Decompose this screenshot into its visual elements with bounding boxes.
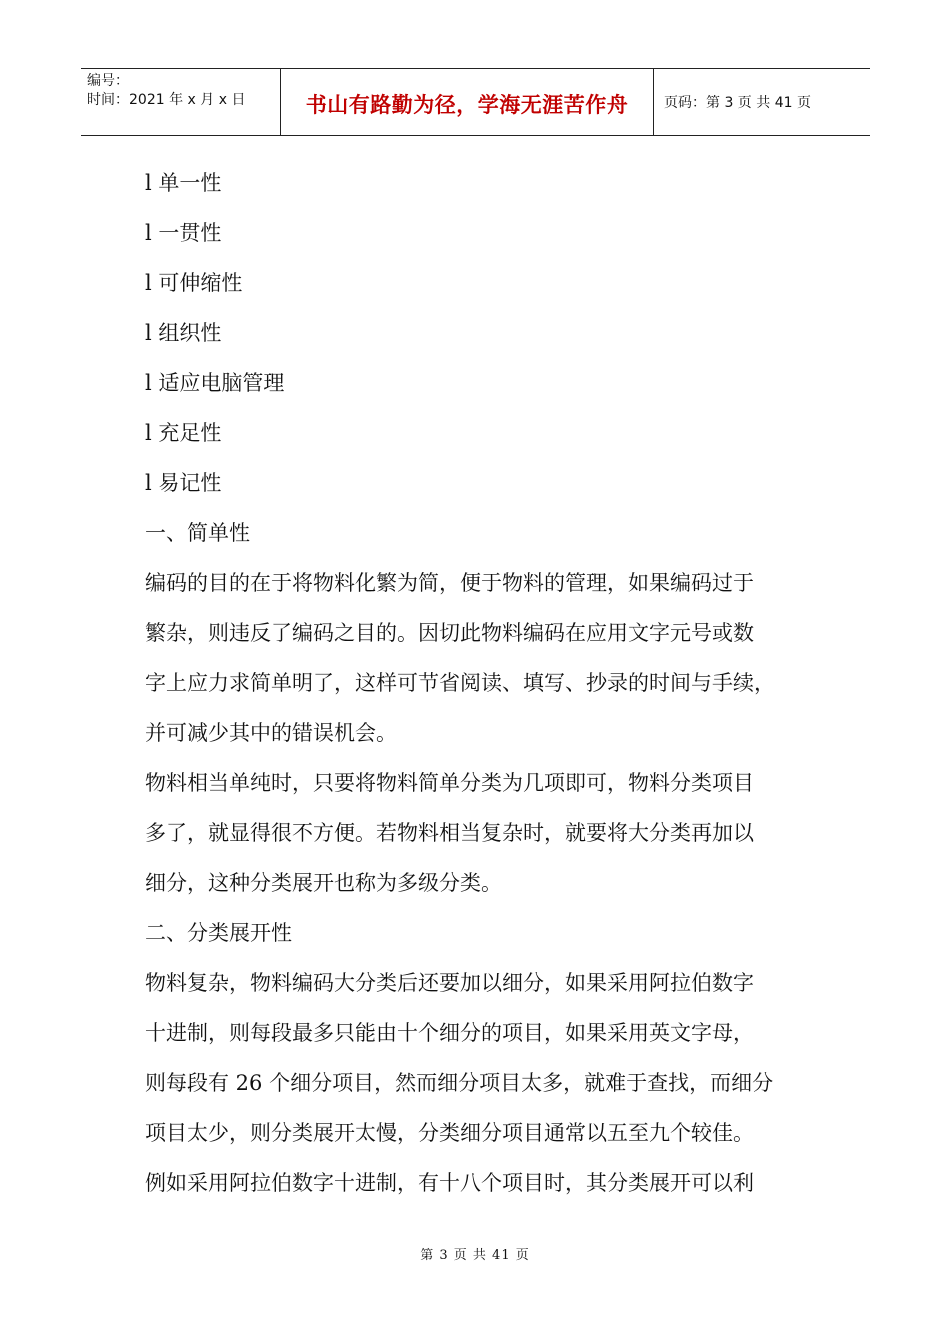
text-line: 项目太少，则分类展开太慢，分类细分项目通常以五至九个较佳。 [145,1121,754,1145]
text-line: 多了，就显得很不方便。若物料相当复杂时，就要将大分类再加以 [145,821,754,845]
text-line: 编码的目的在于将物料化繁为简，便于物料的管理，如果编码过于 [145,571,754,595]
text-line: l 充足性 [145,421,222,445]
page-number-info: 页码：第 3 页 共 41 页 [664,95,811,111]
text-line: 并可减少其中的错误机会。 [145,721,397,745]
motto-text: 书山有路勤为径，学海无涯苦作舟 [305,93,629,117]
page-header [81,68,870,136]
document-time-label: 时间：2021 年 x 月 x 日 [87,92,246,108]
text-line: 物料复杂，物料编码大分类后还要加以细分，如果采用阿拉伯数字 [145,971,754,995]
text-line: l 适应电脑管理 [145,371,285,395]
page-footer: 第 3 页 共 41 页 [420,1248,530,1263]
section-heading: 二、分类展开性 [145,921,292,945]
text-line: l 单一性 [145,171,222,195]
text-line: 十进制，则每段最多只能由十个细分的项目，如果采用英文字母， [145,1021,754,1045]
section-heading: 一、简单性 [145,521,250,545]
text-line: l 可伸缩性 [145,271,243,295]
document-number-label: 编号： [87,73,129,89]
header-meta-cell [81,69,281,135]
text-line: l 易记性 [145,471,222,495]
text-line: 则每段有 26 个细分项目，然而细分项目太多，就难于查找，而细分 [145,1071,774,1095]
text-line: l 一贯性 [145,221,222,245]
text-line: 例如采用阿拉伯数字十进制，有十八个项目时，其分类展开可以利 [145,1171,754,1195]
text-line: 字上应力求简单明了，这样可节省阅读、填写、抄录的时间与手续， [145,671,775,695]
header-motto-cell [281,69,654,135]
text-line: 细分，这种分类展开也称为多级分类。 [145,871,502,895]
body-text [145,158,815,1208]
text-line: 繁杂，则违反了编码之目的。因切此物料编码在应用文字元号或数 [145,621,754,645]
text-line: 物料相当单纯时，只要将物料简单分类为几项即可，物料分类项目 [145,771,754,795]
header-page-cell [654,69,870,135]
text-line: l 组织性 [145,321,222,345]
